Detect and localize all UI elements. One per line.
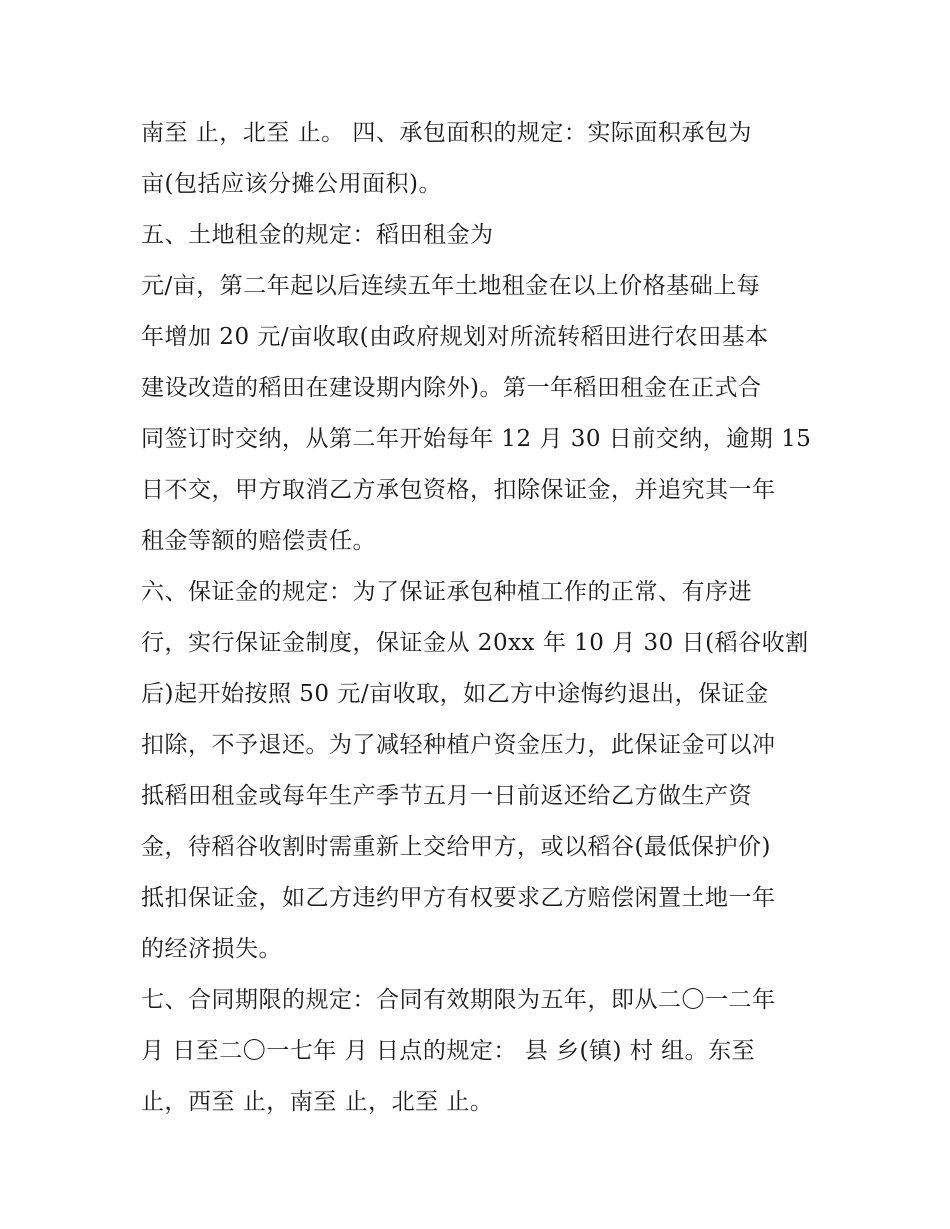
text-line: 七、合同期限的规定：合同有效期限为五年，即从二〇一二年 [141,987,776,1013]
text-line: 亩(包括应该分摊公用面积)。 [141,171,442,197]
text-line: 月 日至二〇一七年 月 日点的规定： 县 乡(镇) 村 组。东至 [141,1038,756,1064]
text-line: 后)起开始按照 50 元/亩收取，如乙方中途悔约退出，保证金 [141,681,769,707]
text-line: 租金等额的赔偿责任。 [141,528,376,554]
text-line: 金，待稻谷收割时需重新上交给甲方，或以稻谷(最低保护价) [141,834,771,860]
text-line: 扣除，不予退还。为了减轻种植户资金压力，此保证金可以冲 [141,732,776,758]
text-line: 南至 止，北至 止。 四、承包面积的规定：实际面积承包为 [141,120,752,146]
text-line: 建设改造的稻田在建设期内除外)。第一年稻田租金在正式合 [141,375,762,401]
text-line: 日不交，甲方取消乙方承包资格，扣除保证金，并追究其一年 [141,477,776,503]
text-line: 年增加 20 元/亩收取(由政府规划对所流转稻田进行农田基本 [141,324,769,350]
text-line: 抵扣保证金，如乙方违约甲方有权要求乙方赔偿闲置土地一年 [141,885,776,911]
text-line: 元/亩，第二年起以后连续五年土地租金在以上价格基础上每 [141,273,761,299]
text-line: 同签订时交纳，从第二年开始每年 12 月 30 日前交纳，逾期 15 [141,426,812,452]
text-line: 抵稻田租金或每年生产季节五月一日前返还给乙方做生产资 [141,783,752,809]
text-line: 行，实行保证金制度，保证金从 20xx 年 10 月 30 日(稻谷收割 [141,630,809,656]
text-line: 五、土地租金的规定：稻田租金为 [141,222,494,248]
body-text [141,108,831,1128]
text-line: 止，西至 止，南至 止，北至 止。 [141,1089,494,1115]
text-line: 的经济损失。 [141,936,282,962]
text-line: 六、保证金的规定：为了保证承包种植工作的正常、有序进 [141,579,752,605]
